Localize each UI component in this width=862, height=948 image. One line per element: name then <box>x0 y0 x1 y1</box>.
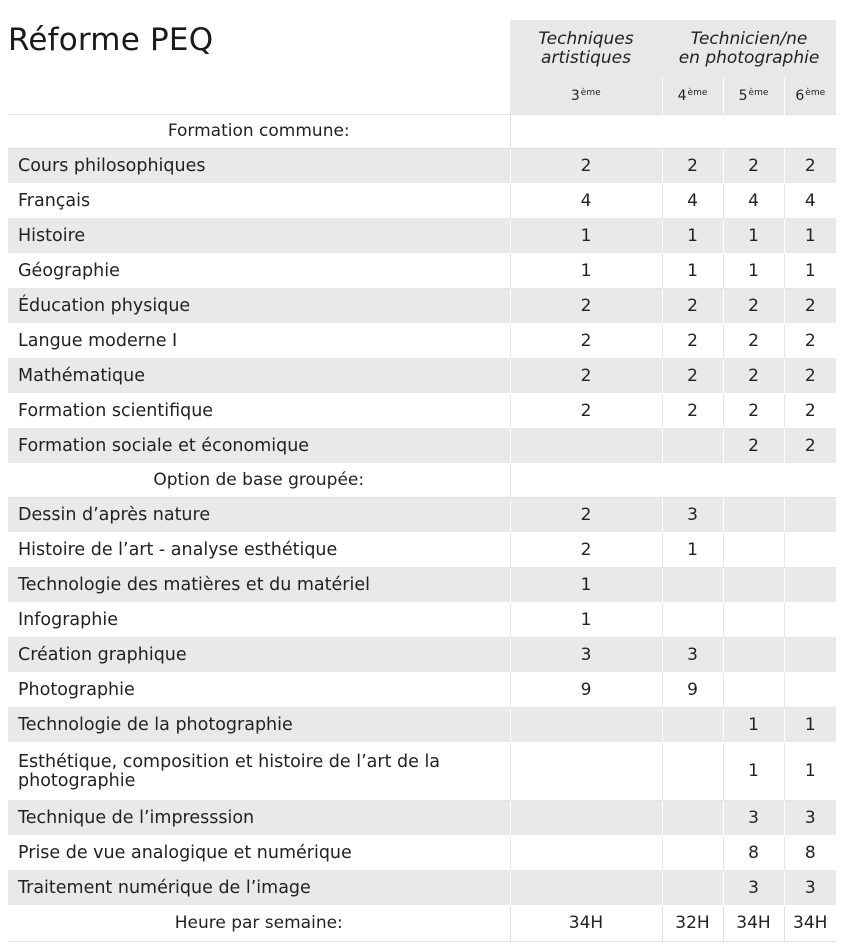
hours-cell-5: 4 <box>723 183 784 218</box>
subject-label: Français <box>8 183 510 218</box>
hours-cell-6: 1 <box>784 218 836 253</box>
table-row <box>8 218 836 253</box>
hours-cell-3: 1 <box>510 602 662 637</box>
hours-cell-3: 2 <box>510 148 662 183</box>
hours-cell-6: 1 <box>784 253 836 288</box>
hours-cell-3: 2 <box>510 323 662 358</box>
hours-cell-4: 1 <box>662 532 723 567</box>
hours-cell-5 <box>723 672 784 707</box>
hours-cell-3 <box>510 707 662 742</box>
section-formation-commune <box>8 114 836 148</box>
hours-cell-3: 2 <box>510 358 662 393</box>
table-row <box>8 358 836 393</box>
hours-cell-5 <box>723 602 784 637</box>
hours-cell-5: 2 <box>723 323 784 358</box>
hours-cell-3: 2 <box>510 288 662 323</box>
subject-label: Mathématique <box>8 358 510 393</box>
grade-5: 5ème <box>723 78 784 114</box>
hours-cell-3: 2 <box>510 393 662 428</box>
hours-cell-3: 4 <box>510 183 662 218</box>
section-option-base <box>8 463 836 497</box>
hours-cell-4: 3 <box>662 497 723 532</box>
hours-cell-4 <box>662 428 723 463</box>
hours-cell-6: 2 <box>784 393 836 428</box>
header-row-grades <box>8 78 836 114</box>
subject-label: Géographie <box>8 253 510 288</box>
subject-label: Éducation physique <box>8 288 510 323</box>
header-group1-label: Techniques artistiques <box>538 29 634 68</box>
subject-label: Dessin d’après nature <box>8 497 510 532</box>
header-row-main <box>8 20 836 78</box>
table-row <box>8 742 836 800</box>
hours-cell-3: 1 <box>510 253 662 288</box>
hours-cell-5: 1 <box>723 218 784 253</box>
hours-cell-5: 1 <box>723 707 784 742</box>
hours-cell-4 <box>662 835 723 870</box>
hours-cell-4 <box>662 870 723 905</box>
hours-cell-6 <box>784 567 836 602</box>
subject-label: Histoire de l’art - analyse esthétique <box>8 532 510 567</box>
hours-cell-3: 1 <box>510 567 662 602</box>
hours-cell-4: 2 <box>662 323 723 358</box>
table-row <box>8 707 836 742</box>
hours-cell-5: 3 <box>723 800 784 835</box>
hours-cell-4 <box>662 707 723 742</box>
hours-cell-5 <box>723 497 784 532</box>
hours-cell-5: 1 <box>723 742 784 800</box>
table-row <box>8 183 836 218</box>
hours-cell-6: 2 <box>784 428 836 463</box>
grade-6: 6ème <box>784 78 836 114</box>
schedule-table <box>8 20 836 942</box>
table-row <box>8 323 836 358</box>
title-cell <box>8 20 510 78</box>
total-row <box>8 905 836 941</box>
hours-cell-6: 8 <box>784 835 836 870</box>
table-row <box>8 870 836 905</box>
hours-cell-3: 9 <box>510 672 662 707</box>
hours-cell-3 <box>510 742 662 800</box>
table-row <box>8 148 836 183</box>
hours-cell-4: 2 <box>662 393 723 428</box>
hours-cell-6 <box>784 602 836 637</box>
hours-cell-4: 2 <box>662 288 723 323</box>
hours-cell-5: 2 <box>723 148 784 183</box>
subject-label: Cours philosophiques <box>8 148 510 183</box>
hours-cell-3 <box>510 428 662 463</box>
table-row <box>8 253 836 288</box>
hours-cell-4: 4 <box>662 183 723 218</box>
total-hours-6: 34H <box>784 905 836 941</box>
hours-cell-5 <box>723 567 784 602</box>
subject-label: Infographie <box>8 602 510 637</box>
table-row <box>8 567 836 602</box>
hours-cell-6: 2 <box>784 323 836 358</box>
hours-cell-4: 1 <box>662 253 723 288</box>
hours-cell-4: 1 <box>662 218 723 253</box>
table-row <box>8 800 836 835</box>
hours-cell-4 <box>662 602 723 637</box>
subject-label: Technique de l’impresssion <box>8 800 510 835</box>
hours-cell-3: 2 <box>510 497 662 532</box>
hours-cell-6: 3 <box>784 800 836 835</box>
table-row <box>8 672 836 707</box>
hours-cell-6 <box>784 672 836 707</box>
header-technicien-photographie <box>662 20 836 78</box>
hours-cell-3 <box>510 800 662 835</box>
hours-cell-5: 1 <box>723 253 784 288</box>
hours-cell-5: 3 <box>723 870 784 905</box>
grade-4: 4ème <box>662 78 723 114</box>
total-label: Heure par semaine: <box>8 905 510 941</box>
hours-cell-6 <box>784 497 836 532</box>
page-title: Réforme PEQ <box>8 22 214 58</box>
hours-cell-5: 2 <box>723 288 784 323</box>
subject-label: Langue moderne I <box>8 323 510 358</box>
hours-cell-3 <box>510 870 662 905</box>
hours-cell-6: 3 <box>784 870 836 905</box>
hours-cell-3: 2 <box>510 532 662 567</box>
hours-cell-5: 2 <box>723 358 784 393</box>
total-hours-5: 34H <box>723 905 784 941</box>
table-row <box>8 532 836 567</box>
subject-label: Formation sociale et économique <box>8 428 510 463</box>
hours-cell-4 <box>662 567 723 602</box>
hours-cell-4 <box>662 742 723 800</box>
table-row <box>8 428 836 463</box>
hours-cell-6: 2 <box>784 288 836 323</box>
hours-cell-6: 2 <box>784 148 836 183</box>
table-row <box>8 288 836 323</box>
hours-cell-3: 3 <box>510 637 662 672</box>
subject-label: Technologie des matières et du matériel <box>8 567 510 602</box>
hours-cell-5 <box>723 637 784 672</box>
subject-label: Photographie <box>8 672 510 707</box>
subject-label: Création graphique <box>8 637 510 672</box>
header-group2-label: Technicien/ne en photographie <box>678 29 820 68</box>
total-hours-4: 32H <box>662 905 723 941</box>
subject-label: Prise de vue analogique et numérique <box>8 835 510 870</box>
hours-cell-5: 2 <box>723 428 784 463</box>
subject-label: Formation scientifique <box>8 393 510 428</box>
total-hours-3: 34H <box>510 905 662 941</box>
hours-cell-6 <box>784 637 836 672</box>
hours-cell-4: 2 <box>662 358 723 393</box>
table-row <box>8 497 836 532</box>
section-label: Option de base groupée: <box>8 463 510 497</box>
hours-cell-6: 4 <box>784 183 836 218</box>
subject-label: Traitement numérique de l’image <box>8 870 510 905</box>
table-row <box>8 602 836 637</box>
hours-cell-4: 2 <box>662 148 723 183</box>
hours-cell-5 <box>723 532 784 567</box>
section-fill <box>510 463 836 497</box>
hours-cell-6: 1 <box>784 742 836 800</box>
section-label: Formation commune: <box>8 114 510 148</box>
header-blank <box>8 78 510 114</box>
hours-cell-5: 8 <box>723 835 784 870</box>
section-fill <box>510 114 836 148</box>
subject-label: Histoire <box>8 218 510 253</box>
hours-cell-4: 9 <box>662 672 723 707</box>
table-row <box>8 835 836 870</box>
table-row <box>8 393 836 428</box>
subject-label: Esthétique, composition et histoire de l’art de la photographie <box>8 742 510 800</box>
hours-cell-6: 2 <box>784 358 836 393</box>
hours-cell-6 <box>784 532 836 567</box>
hours-cell-4: 3 <box>662 637 723 672</box>
hours-cell-4 <box>662 800 723 835</box>
hours-cell-5: 2 <box>723 393 784 428</box>
table-row <box>8 637 836 672</box>
hours-cell-3: 1 <box>510 218 662 253</box>
grade-3: 3ème <box>510 78 662 114</box>
hours-cell-3 <box>510 835 662 870</box>
subject-label: Technologie de la photographie <box>8 707 510 742</box>
header-techniques-artistiques <box>510 20 662 78</box>
hours-cell-6: 1 <box>784 707 836 742</box>
